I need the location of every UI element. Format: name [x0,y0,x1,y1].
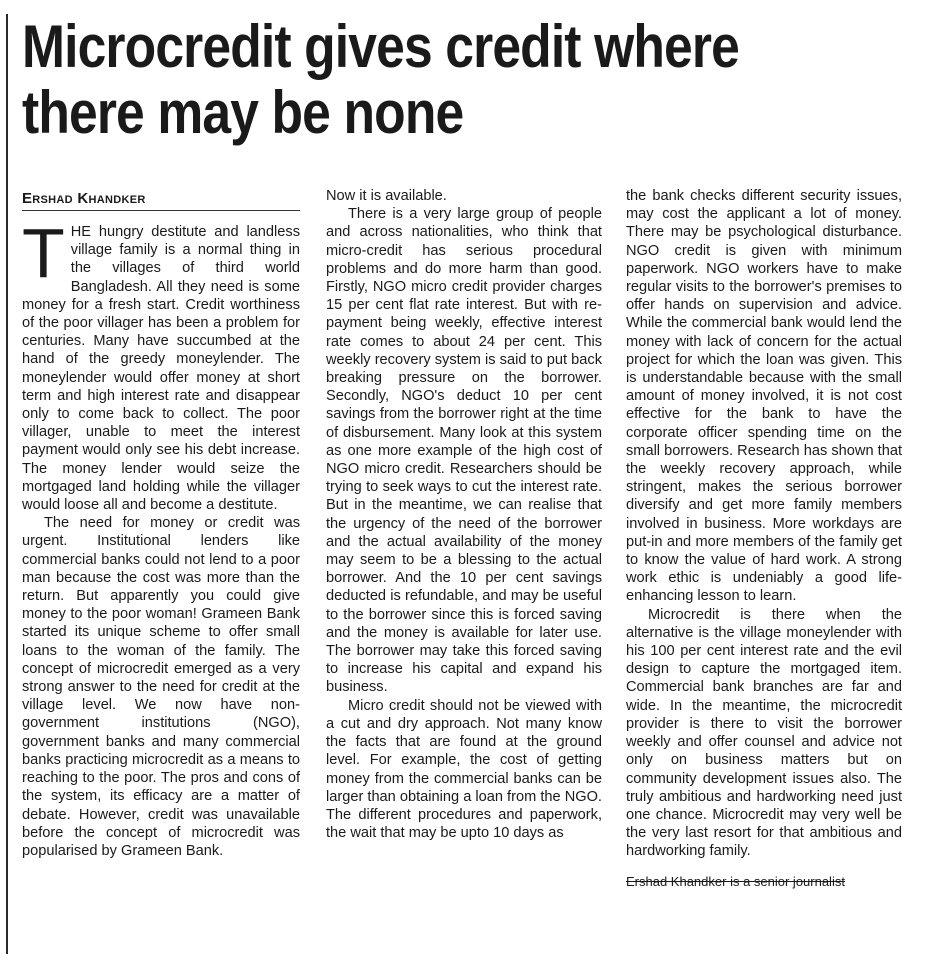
article-paragraph-4: Micro credit should not be viewed with a cut and dry approach. Not many know the facts that are found at the ground level. For example, the cost of getting money from the commercial banks can be larger than obtaining a loan from the NGO. The different procedures and paperwork, the wait that may be upto 10 days as [326,697,602,842]
author-footnote: Ershad Khandker is a senior journalist [626,873,845,889]
article-paragraph-4-continued: the bank checks different security issues, may cost the applicant a lot of money. There may be psychological disturbance. NGO credit is given with minimum paperwork. NGO workers have to make regular visits to the borrower's premises to offer hands on supervision and advice. While the commercial bank would lend the money with lack of concern for the actual project for which the loan was given. This is understandable because with the small amount of money involved, it is not cost effective for the bank to have the corporate officer spending time on the small borrowers. Research has shown that the weekly recovery approach, while stringent, makes the serious borrower diversify and get more family members involved in business. More workdays are put-in and more members of the family get to know the value of hard work. A strong work ethic is undeniably a good life-enhancing lesson to learn. [626,188,902,605]
byline: Ershad Khandker [22,190,300,211]
article-paragraph-2-continued: Now it is available. [326,188,447,204]
article-column-2 [326,187,602,842]
article-paragraph-5: Microcredit is there when the alternative is the village moneylender with his 100 per cent interest rate and the evil design to capture the mortgaged item. Commercial bank branches are far and wide. In the meantime, the microcredit provider is there to visit the borrower weekly and offer counsel and advice not only on business matters but on community development issues also. The truly ambitious and hardworking need just one chance. Microcredit may very well be the very last resort for that ambitious and hardworking family. [626,606,902,860]
article-column-1 [22,214,300,860]
article-paragraph-2: The need for money or credit was urgent. Institutional lenders like commercial banks could not lend to a poor man because the cost was more than the return. But apparently you could give money to the poor woman! Grameen Bank started its unique scheme to offer small loans to the woman of the family. The concept of microcredit emerged as a very strong answer to the need for credit at the village level. We now have non-government institutions (NGO), government banks and many commercial banks practicing microcredit as a means to reaching to the poor. The pros and cons of the system, its efficacy are a matter of debate. However, credit was unavailable before the concept of microcredit was popularised by Grameen Bank. [22,515,300,859]
left-column-rule [6,14,8,954]
article-paragraph-1: THE hungry destitute and landless village family is a normal thing in the villages of third world Bangladesh. All they need is some money for a fresh start. Credit worthiness of the poor villager has been a problem for centuries. Many have succumbed at the hand of the greedy moneylender. The moneylender would offer money at short term and high interest rate and disappear only to come back to collect. The poor villager, unable to meet the interest payment would only see his debt increase. The money lender would seize the mortgaged land holding while the villager would loose all and become a destitute. [22,214,300,514]
headline-line-1: Microcredit gives credit where [22,13,739,80]
article-paragraph-3: There is a very large group of people and across nationalities, who think that micro-credit has serious procedural problems and do more harm than good. Firstly, NGO micro credit provider charges 15 per cent flat rate interest. But with re-payment being weekly, effective interest rate comes to about 24 per cent. This weekly recovery system is said to put back breaking pressure on the borrower. Secondly, NGO's deduct 10 per cent savings from the borrower right at the time of disbursement. Many look at this system as one more example of the high cost of NGO micro credit. Researchers should be trying to seek ways to cut the interest rate. But in the meantime, we can realise that the urgency of the need of the borrower and the actual availability of the money may seem to be a blessing to the actual borrower. And the 10 per cent savings deducted is refundable, and may be useful to the borrower since this is forced saving and the money is available for later use. The borrower may take this forced saving to increase his capital and expand his business. [326,206,602,696]
headline-line-2: there may be none [22,79,464,146]
drop-cap: T [22,214,65,292]
article-column-3 [626,187,902,891]
headline [22,14,796,146]
